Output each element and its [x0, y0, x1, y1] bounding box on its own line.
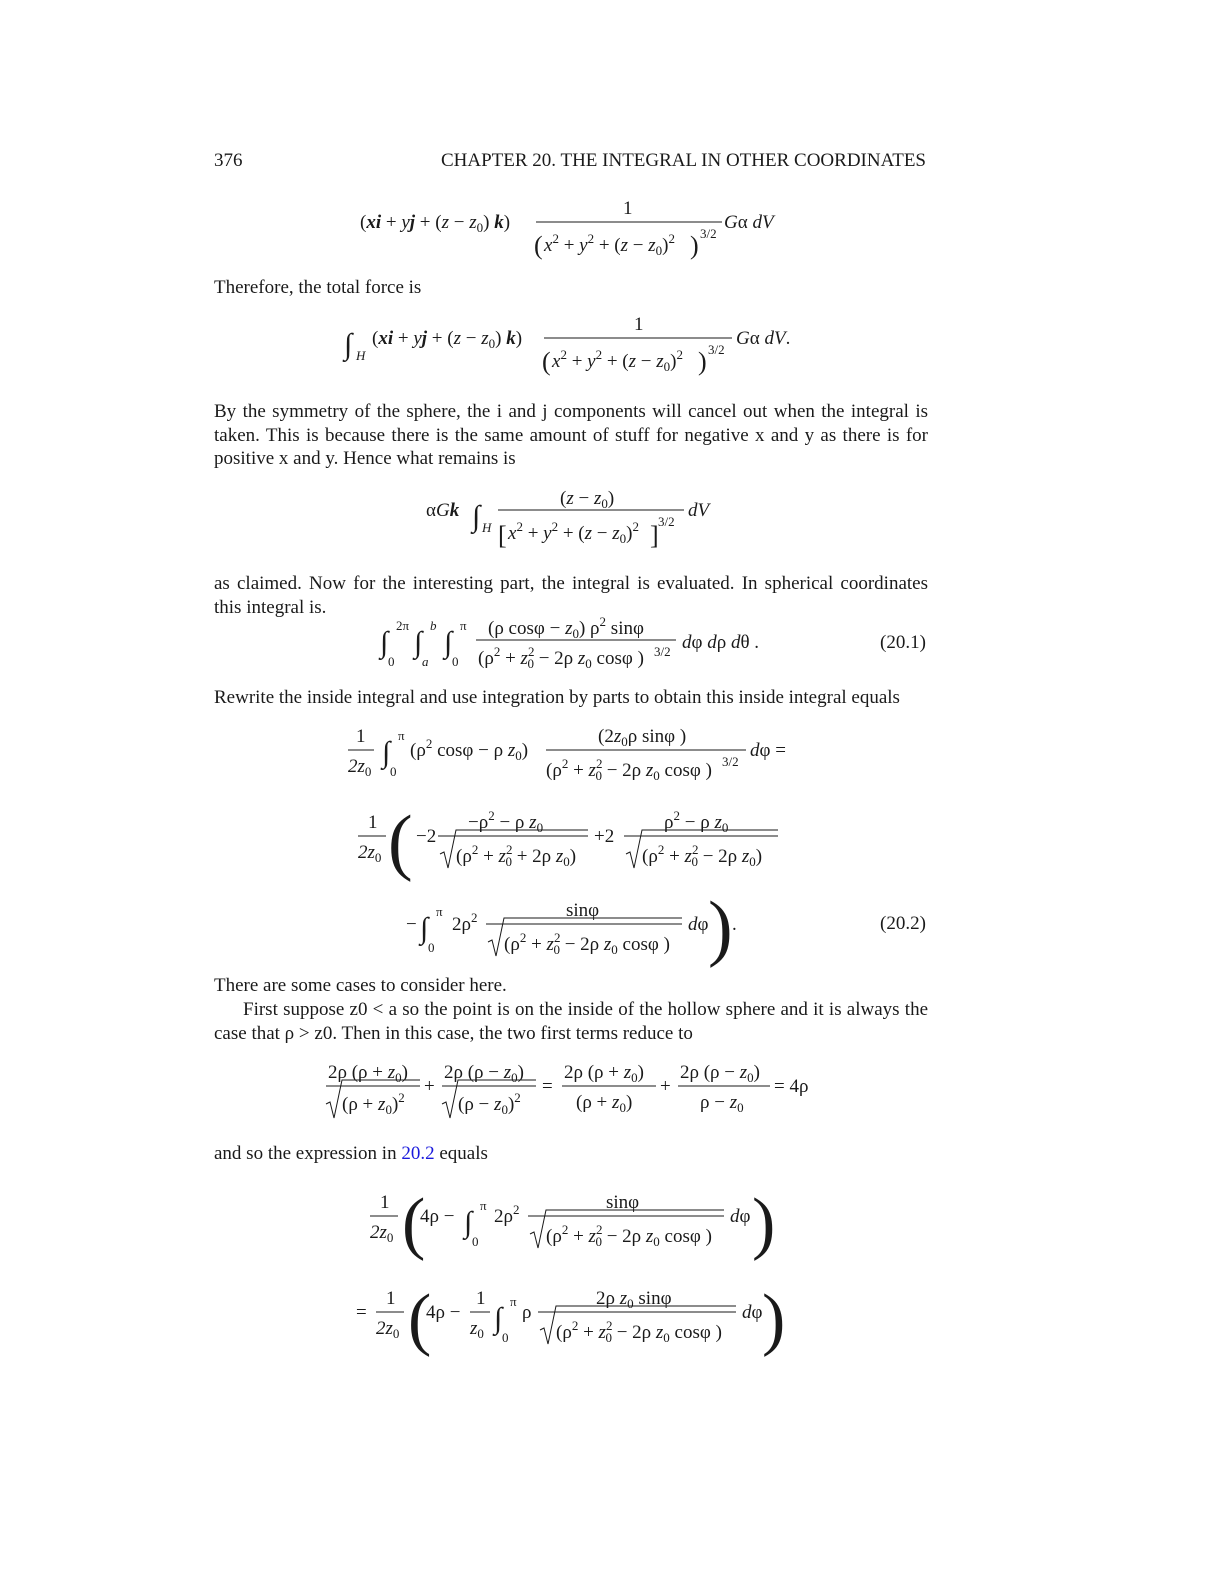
svg-text:(ρ + z0): $(\rho + z_0)$ [576, 1092, 633, 1115]
svg-text:∫: ∫ [494, 1302, 503, 1335]
svg-text:1: 1 [368, 812, 378, 833]
equation-case-line-1 [370, 1180, 790, 1262]
svg-text:2ρ (ρ + z0): 2ρ $(\rho + z_0)$ [564, 1062, 644, 1085]
svg-text:): ) [708, 887, 733, 969]
paragraph-cases: There are some cases to consider here. [214, 975, 507, 996]
svg-text:H: H [482, 520, 492, 535]
paragraph-expression-equals [214, 1142, 928, 1166]
svg-text:2ρ (ρ − z0): 2ρ $(\rho - z_0)$ [444, 1062, 524, 1085]
svg-text:(: ( [534, 231, 543, 260]
svg-text:2ρ (ρ + z0): 2ρ $(\rho + z_0)$ [328, 1062, 408, 1085]
svg-text:sinφ: sinφ [606, 1192, 640, 1213]
svg-text:= 4ρ: = 4ρ [774, 1076, 809, 1097]
svg-text:1: 1 [380, 1192, 390, 1213]
svg-text:3/2: 3/2 [700, 226, 717, 241]
svg-text:x2 + y2 + (z − z0)2: $x^2 + y^2 + (z - z_0)^2$ [544, 231, 675, 258]
equation-force-element [360, 196, 800, 271]
svg-text:1: 1 [356, 726, 366, 747]
svg-text:H: H [356, 348, 366, 363]
page-number: 376 [214, 150, 243, 171]
svg-text:4ρ −: 4ρ − [420, 1206, 455, 1227]
svg-text:sinφ: sinφ [566, 900, 600, 921]
svg-text:2z0: $2z_0$ [376, 1318, 400, 1341]
svg-text:2ρ2: $2\rho^2$ [494, 1202, 520, 1227]
equation-20-1 [380, 614, 780, 670]
svg-text:+: + [424, 1076, 435, 1097]
svg-text:1: 1 [623, 198, 633, 219]
svg-text:): ) [698, 347, 707, 376]
svg-text:∫: ∫ [380, 626, 389, 659]
paragraph-symmetry: By the symmetry of the sphere, the i and j components will cancel out when the integral is taken. This is because there is the same amount of stuff for negative x and y as there is for positive x and y. Hence what remains is [214, 401, 928, 469]
svg-text:(ρ2 + z20 − 2ρ z0 cosφ ): ($\rho^2 + z^2$ 0 − 2ρ $z_0$ cosφ ) [546, 1222, 712, 1249]
svg-text:0: 0 [452, 654, 459, 669]
svg-text:b: b [430, 618, 437, 633]
svg-text:2z0: $2z_0$ [358, 842, 382, 865]
svg-text:0: 0 [388, 654, 395, 669]
svg-text:π: π [480, 1198, 487, 1213]
svg-text:=: = [542, 1076, 553, 1097]
svg-text:ρ2 − ρ z0: $\rho^2 - \rho$ $z_0$ [664, 808, 729, 835]
svg-text:1: 1 [634, 314, 644, 335]
svg-text:(ρ2 + z20 − 2ρ z0 cosφ ): ($\rho^2 + z^2$ 0 − 2ρ $z_0$ cosφ ) [478, 644, 644, 671]
svg-text:π: π [398, 728, 405, 743]
svg-text:.: . [732, 914, 737, 935]
svg-text:3/2: 3/2 [708, 342, 725, 357]
svg-text:(z − z0): $(z - z_0)$ [560, 488, 615, 511]
svg-text:(xi + yj + (z − z0) k): (xi + yj + $(z - z_0)$ k) [372, 328, 523, 351]
svg-text:2ρ z0 sinφ: 2ρ $z_0$ sinφ [596, 1288, 672, 1311]
svg-text:αGk: αGk [426, 500, 460, 521]
svg-text:(: ( [402, 1185, 426, 1262]
svg-text:): ) [762, 1281, 786, 1358]
svg-text:(: ( [542, 347, 551, 376]
paragraph-interesting-part: as claimed. Now for the interesting part, the integral is evaluated. In spherical coordinates this integral is. [214, 573, 928, 618]
equation-parts-start [346, 720, 806, 784]
svg-text:dφ: dφ [688, 914, 709, 935]
svg-text:ρ: ρ [522, 1302, 532, 1323]
svg-text:dV: dV [688, 500, 710, 521]
svg-text:(xi + yj + (z − z0) k): (xi + yj + $(z - z_0)$ k) [360, 212, 511, 235]
svg-text:∫: ∫ [444, 626, 453, 659]
svg-text:π: π [460, 618, 467, 633]
svg-text:(ρ2 cosφ − ρ z0): ($\rho^2$ cosφ − ρ $z_0$) [410, 736, 529, 763]
svg-text:dφ: dφ [730, 1206, 751, 1227]
svg-text:x2 + y2 + (z − z0)2: $x^2 + y^2 + (z - z_0)^2$ [508, 519, 639, 546]
svg-text:dφ dρ dθ .: dφ dρ dθ . [682, 632, 760, 653]
svg-text:+2: +2 [594, 826, 615, 847]
equation-20-2 [356, 796, 796, 969]
text-before-ref: and so the expression in [214, 1143, 397, 1164]
svg-text:0: 0 [428, 940, 435, 955]
svg-text:2π: 2π [396, 618, 410, 633]
paragraph-total-force: Therefore, the total force is [214, 277, 422, 298]
svg-text:−2: −2 [416, 826, 437, 847]
svg-text:dφ =: dφ = [750, 740, 786, 761]
svg-text:−: − [406, 914, 417, 935]
svg-text:2ρ (ρ − z0): 2ρ $(\rho - z_0)$ [680, 1062, 760, 1085]
svg-text:0: 0 [472, 1234, 479, 1249]
svg-text:Gα dV.: Gα dV. [736, 328, 791, 349]
chapter-title: CHAPTER 20. THE INTEGRAL IN OTHER COORDINATES [440, 150, 926, 171]
equation-remaining [426, 484, 726, 564]
svg-text:(2z0ρ sinφ ): ($2z_0\rho$ sinφ ) [598, 726, 687, 749]
svg-text:∫: ∫ [472, 500, 481, 533]
paragraph-first-suppose: First suppose z0 < a so the point is on the inside of the hollow sphere and it is always the case that ρ > z0. Then in this case, the two first terms reduce to [214, 999, 928, 1044]
svg-text:=: = [356, 1302, 367, 1323]
svg-text:3/2: 3/2 [654, 644, 671, 659]
svg-text:π: π [436, 904, 443, 919]
svg-text:(ρ + z0)2: $(\rho + z_0)^2$ [342, 1090, 405, 1117]
svg-text:4ρ −: 4ρ − [426, 1302, 461, 1323]
svg-text:z0: $z_0$ [470, 1318, 484, 1341]
equation-case-line-2 [356, 1274, 796, 1358]
equation-terms-reduce [324, 1058, 824, 1128]
svg-text:a: a [422, 654, 429, 669]
paragraph-rewrite: Rewrite the inside integral and use integration by parts to obtain this inside integral equals [214, 687, 900, 708]
svg-text:−ρ2 − ρ z0: $-\rho^2 - \rho$ $z_0$ [468, 808, 544, 835]
equation-reference-link[interactable]: 20.2 [401, 1143, 435, 1164]
svg-text:(: ( [388, 801, 413, 883]
svg-text:∫: ∫ [414, 626, 423, 659]
svg-text:(ρ cosφ − z0) ρ2 sinφ: (ρ $\cos\varphi - z_0$) $\rho^2$ sinφ [488, 614, 644, 641]
svg-text:ρ − z0: $\rho - z_0$ [700, 1092, 744, 1115]
svg-text:∫: ∫ [420, 912, 429, 945]
svg-text:(: ( [408, 1281, 432, 1358]
equation-number-20-2: (20.2) [880, 913, 926, 934]
svg-text:1: 1 [386, 1288, 396, 1309]
svg-text:): ) [752, 1185, 776, 1262]
svg-text:∫: ∫ [464, 1206, 473, 1239]
svg-text:): ) [690, 231, 699, 260]
svg-text:2ρ2: $2\rho^2$ [452, 910, 478, 935]
svg-text:3/2: 3/2 [658, 514, 675, 529]
svg-text:2z0: $2z_0$ [370, 1222, 394, 1245]
svg-text:∫: ∫ [344, 328, 353, 361]
equation-number-20-1: (20.1) [880, 632, 926, 653]
svg-text:+: + [660, 1076, 671, 1097]
svg-text:(ρ − z0)2: $(\rho - z_0)^2$ [458, 1090, 521, 1117]
svg-text:x2 + y2 + (z − z0)2: $x^2 + y^2 + (z - z_0)^2$ [552, 347, 683, 374]
svg-text:(ρ2 + z20 + 2ρ z0): ($\rho^2 + z^2$ 0 + 2ρ $z_0$) [456, 842, 577, 869]
svg-text:∫: ∫ [382, 736, 391, 769]
svg-text:1: 1 [476, 1288, 486, 1309]
svg-text:dφ: dφ [742, 1302, 763, 1323]
svg-text:Gα dV: Gα dV [724, 212, 774, 233]
svg-text:2z0: $2z_0$ [348, 756, 372, 779]
svg-text:[: [ [498, 521, 507, 550]
svg-text:(ρ2 + z20 − 2ρ z0 cosφ ): ($\rho^2 + z^2$ 0 − 2ρ $z_0$ cosφ ) [504, 930, 670, 957]
svg-text:(ρ2 + z20 − 2ρ z0 cosφ ): ($\rho^2 + z^2$ 0 − 2ρ $z_0$ cosφ ) [556, 1318, 722, 1345]
svg-text:0: 0 [502, 1330, 509, 1345]
svg-text:(ρ2 + z20 − 2ρ z0): ($\rho^2 + z^2$ 0 − 2ρ $z_0$) [642, 842, 763, 869]
text-after-ref: equals [439, 1143, 488, 1164]
equation-total-force [344, 312, 804, 387]
svg-text:π: π [510, 1294, 517, 1309]
svg-text:(ρ2 + z20 − 2ρ z0 cosφ ): ($\rho^2 + z^2$ 0 − 2ρ $z_0$ cosφ ) [546, 756, 712, 783]
svg-text:0: 0 [390, 764, 397, 779]
svg-text:]: ] [650, 521, 659, 550]
svg-text:3/2: 3/2 [722, 754, 739, 769]
